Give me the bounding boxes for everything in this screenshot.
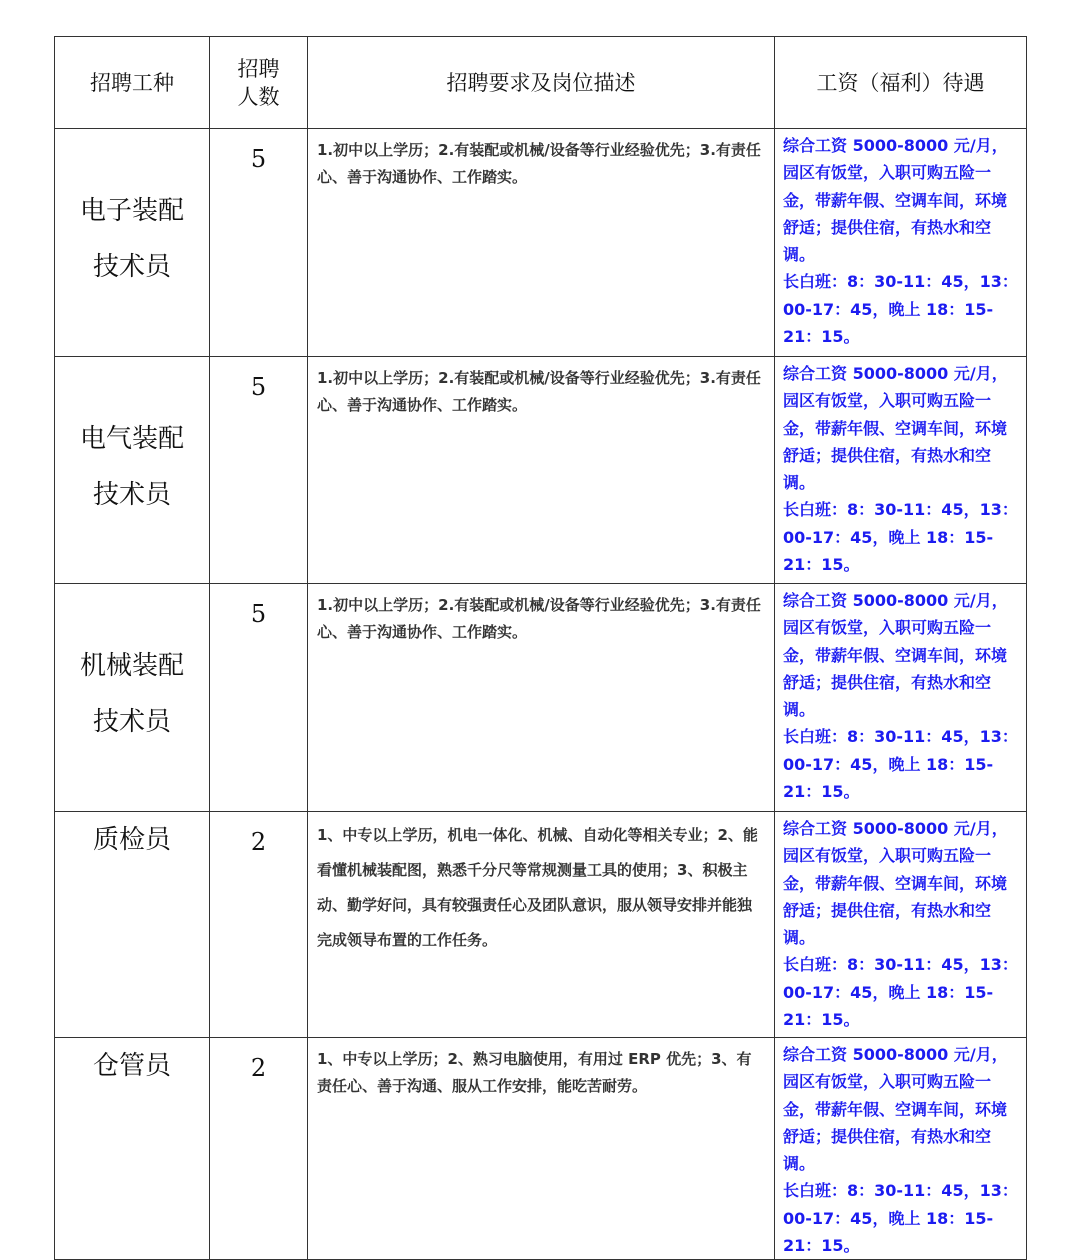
headcount-cell: 2 [210, 812, 308, 1038]
requirements-cell: 1、中专以上学历，机电一体化、机械、自动化等相关专业；2、能看懂机械装配图，熟悉千分尺等常规测量工具的使用；3、积极主动、勤学好问，具有较强责任心及团队意识，服从领导安排并能独完成领导布置的工作任务。 [308, 812, 775, 1038]
benefits-cell [775, 1038, 1027, 1260]
table-row [55, 357, 1027, 584]
shift-text: 长白班：8：30-11：45，13：00-17：45，晚上 18：15-21：15。 [783, 272, 1018, 347]
table-row [55, 129, 1027, 357]
requirements-cell: 1、中专以上学历；2、熟习电脑使用，有用过 ERP 优先；3、有责任心、善于沟通、服从工作安排，能吃苦耐劳。 [308, 1038, 775, 1260]
shift-text: 长白班：8：30-11：45，13：00-17：45，晚上 18：15-21：15。 [783, 727, 1018, 802]
job-type-cell: 机械装配技术员 [55, 584, 210, 812]
requirements-cell: 1.初中以上学历；2.有装配或机械/设备等行业经验优先；3.有责任心、善于沟通协作、工作踏实。 [308, 129, 775, 357]
benefits-cell [775, 812, 1027, 1038]
benefits-cell [775, 584, 1027, 812]
table-header-row [55, 37, 1027, 129]
benefits-cell [775, 357, 1027, 584]
header-requirements: 招聘要求及岗位描述 [308, 37, 775, 129]
headcount-cell: 5 [210, 129, 308, 357]
requirements-cell: 1.初中以上学历；2.有装配或机械/设备等行业经验优先；3.有责任心、善于沟通协作、工作踏实。 [308, 584, 775, 812]
benefits-text: 综合工资 5000-8000 元/月，园区有饭堂，入职可购五险一金，带薪年假、空调车间，环境舒适；提供住宿，有热水和空调。 [783, 136, 1008, 265]
benefits-text: 综合工资 5000-8000 元/月，园区有饭堂，入职可购五险一金，带薪年假、空调车间，环境舒适；提供住宿，有热水和空调。 [783, 364, 1008, 493]
benefits-cell [775, 129, 1027, 357]
shift-text: 长白班：8：30-11：45，13：00-17：45，晚上 18：15-21：15。 [783, 500, 1018, 575]
headcount-cell: 2 [210, 1038, 308, 1260]
table-row [55, 812, 1027, 1038]
job-type-cell: 电气装配技术员 [55, 357, 210, 584]
requirements-cell: 1.初中以上学历；2.有装配或机械/设备等行业经验优先；3.有责任心、善于沟通协作、工作踏实。 [308, 357, 775, 584]
shift-text: 长白班：8：30-11：45，13：00-17：45，晚上 18：15-21：15。 [783, 955, 1018, 1030]
job-type-cell: 电子装配技术员 [55, 129, 210, 357]
table-row [55, 584, 1027, 812]
benefits-text: 综合工资 5000-8000 元/月，园区有饭堂，入职可购五险一金，带薪年假、空调车间，环境舒适；提供住宿，有热水和空调。 [783, 591, 1008, 720]
table-row [55, 1038, 1027, 1260]
shift-text: 长白班：8：30-11：45，13：00-17：45，晚上 18：15-21：15。 [783, 1181, 1018, 1256]
header-job-type: 招聘工种 [55, 37, 210, 129]
recruitment-table [54, 36, 1027, 1260]
header-benefits: 工资（福利）待遇 [775, 37, 1027, 129]
benefits-text: 综合工资 5000-8000 元/月，园区有饭堂，入职可购五险一金，带薪年假、空调车间，环境舒适；提供住宿，有热水和空调。 [783, 819, 1008, 948]
job-type-cell: 质检员 [55, 812, 210, 1038]
header-headcount: 招聘人数 [210, 37, 308, 129]
headcount-cell: 5 [210, 357, 308, 584]
headcount-cell: 5 [210, 584, 308, 812]
job-type-cell: 仓管员 [55, 1038, 210, 1260]
benefits-text: 综合工资 5000-8000 元/月，园区有饭堂，入职可购五险一金，带薪年假、空调车间，环境舒适；提供住宿，有热水和空调。 [783, 1045, 1008, 1174]
